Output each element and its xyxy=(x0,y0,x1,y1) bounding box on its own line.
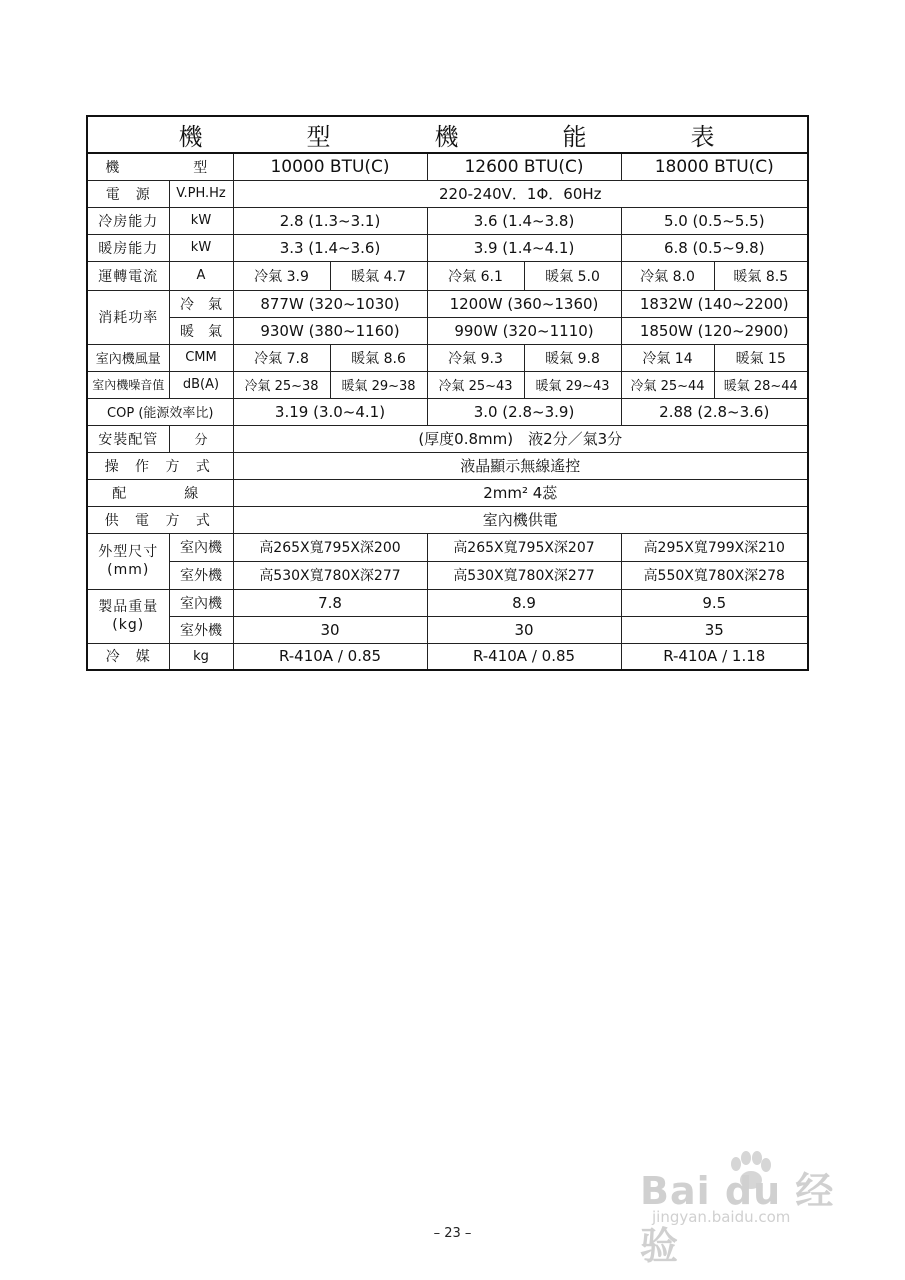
refrigerant-2: R-410A / 0.85 xyxy=(427,643,621,670)
indoor-noise-unit: dB(A) xyxy=(169,371,233,398)
weight-outdoor-3: 35 xyxy=(621,616,808,643)
operating-current-value: 冷氣 6.1 xyxy=(427,261,524,290)
refrigerant-label: 冷 媒 xyxy=(87,643,169,670)
piping-unit: 分 xyxy=(169,425,233,452)
power-unit: V.PH.Hz xyxy=(169,180,233,207)
piping-value: (厚度0.8mm) 液2分／氣3分 xyxy=(233,425,808,452)
refrigerant-3: R-410A / 1.18 xyxy=(621,643,808,670)
heating-capacity-label: 暖房能力 xyxy=(87,234,169,261)
piping-label: 安裝配管 xyxy=(87,425,169,452)
model-2: 12600 BTU(C) xyxy=(427,153,621,180)
indoor-airflow-value: 暖氣 8.6 xyxy=(330,344,427,371)
indoor-airflow-unit: CMM xyxy=(169,344,233,371)
cooling-capacity-label: 冷房能力 xyxy=(87,207,169,234)
indoor-noise-label: 室內機噪音值 xyxy=(87,371,169,398)
baidu-watermark xyxy=(640,1150,870,1268)
weight-unit-text: (kg) xyxy=(112,617,145,633)
cooling-capacity-2: 3.6 (1.4~3.8) xyxy=(427,207,621,234)
power-consumption-heat-1: 930W (380~1160) xyxy=(233,317,427,344)
power-consumption-heat-2: 990W (320~1110) xyxy=(427,317,621,344)
power-supply-label: 供 電 方 式 xyxy=(87,506,233,533)
operation-label: 操 作 方 式 xyxy=(87,452,233,479)
refrigerant-unit: kg xyxy=(169,643,233,670)
watermark-url: jingyan.baidu.com xyxy=(652,1208,791,1226)
heating-capacity-2: 3.9 (1.4~4.1) xyxy=(427,234,621,261)
operating-current-value: 冷氣 8.0 xyxy=(621,261,714,290)
dimensions-label xyxy=(87,533,169,589)
weight-outdoor-1: 30 xyxy=(233,616,427,643)
weight-indoor-label: 室內機 xyxy=(169,589,233,616)
indoor-noise-value: 冷氣 25~44 xyxy=(621,371,714,398)
cop-label: COP (能源效率比) xyxy=(87,398,233,425)
power-consumption-cool-2: 1200W (360~1360) xyxy=(427,290,621,317)
dimensions-outdoor-1: 高530X寬780X深277 xyxy=(233,561,427,589)
heating-capacity-3: 6.8 (0.5~9.8) xyxy=(621,234,808,261)
power-consumption-cool-1: 877W (320~1030) xyxy=(233,290,427,317)
power-consumption-label: 消耗功率 xyxy=(87,290,169,344)
dimensions-indoor-3: 高295X寬799X深210 xyxy=(621,533,808,561)
weight-indoor-2: 8.9 xyxy=(427,589,621,616)
dimensions-outdoor-2: 高530X寬780X深277 xyxy=(427,561,621,589)
dimensions-indoor-label: 室內機 xyxy=(169,533,233,561)
dimensions-outdoor-label: 室外機 xyxy=(169,561,233,589)
cooling-capacity-1: 2.8 (1.3~3.1) xyxy=(233,207,427,234)
power-consumption-cool-3: 1832W (140~2200) xyxy=(621,290,808,317)
dimensions-unit-text: (mm) xyxy=(107,562,150,578)
power-consumption-heat-label: 暖 氣 xyxy=(169,317,233,344)
table-title: 機 型 機 能 表 xyxy=(87,116,808,153)
indoor-noise-value: 暖氣 29~38 xyxy=(330,371,427,398)
operating-current-value: 暖氣 5.0 xyxy=(524,261,621,290)
dimensions-outdoor-3: 高550X寬780X深278 xyxy=(621,561,808,589)
cop-3: 2.88 (2.8~3.6) xyxy=(621,398,808,425)
power-value: 220-240V．1Φ．60Hz xyxy=(233,180,808,207)
indoor-airflow-value: 冷氣 7.8 xyxy=(233,344,330,371)
model-1: 10000 BTU(C) xyxy=(233,153,427,180)
dimensions-indoor-1: 高265X寬795X深200 xyxy=(233,533,427,561)
weight-indoor-1: 7.8 xyxy=(233,589,427,616)
indoor-airflow-value: 冷氣 14 xyxy=(621,344,714,371)
operating-current-value: 冷氣 3.9 xyxy=(233,261,330,290)
indoor-airflow-label: 室內機風量 xyxy=(87,344,169,371)
indoor-airflow-value: 暖氣 9.8 xyxy=(524,344,621,371)
refrigerant-1: R-410A / 0.85 xyxy=(233,643,427,670)
cop-2: 3.0 (2.8~3.9) xyxy=(427,398,621,425)
heating-capacity-unit: kW xyxy=(169,234,233,261)
heating-capacity-1: 3.3 (1.4~3.6) xyxy=(233,234,427,261)
indoor-noise-value: 冷氣 25~43 xyxy=(427,371,524,398)
weight-outdoor-label: 室外機 xyxy=(169,616,233,643)
power-consumption-heat-3: 1850W (120~2900) xyxy=(621,317,808,344)
spec-table xyxy=(86,115,809,671)
cooling-capacity-unit: kW xyxy=(169,207,233,234)
dimensions-label-text: 外型尺寸 xyxy=(98,544,159,560)
indoor-noise-value: 暖氣 29~43 xyxy=(524,371,621,398)
weight-outdoor-2: 30 xyxy=(427,616,621,643)
weight-label-text: 製品重量 xyxy=(98,599,159,615)
page-number: – 23 – xyxy=(433,1226,472,1241)
operating-current-value: 暖氣 8.5 xyxy=(714,261,808,290)
model-3: 18000 BTU(C) xyxy=(621,153,808,180)
power-consumption-cool-label: 冷 氣 xyxy=(169,290,233,317)
cop-1: 3.19 (3.0~4.1) xyxy=(233,398,427,425)
operating-current-unit: A xyxy=(169,261,233,290)
model-header-label: 機 型 xyxy=(87,153,233,180)
operating-current-label: 運轉電流 xyxy=(87,261,169,290)
weight-indoor-3: 9.5 xyxy=(621,589,808,616)
indoor-airflow-value: 冷氣 9.3 xyxy=(427,344,524,371)
wiring-label: 配 線 xyxy=(87,479,233,506)
weight-label xyxy=(87,589,169,643)
indoor-airflow-value: 暖氣 15 xyxy=(714,344,808,371)
wiring-value: 2mm² 4蕊 xyxy=(233,479,808,506)
operating-current-value: 暖氣 4.7 xyxy=(330,261,427,290)
indoor-noise-value: 暖氣 28~44 xyxy=(714,371,808,398)
operation-value: 液晶顯示無線遙控 xyxy=(233,452,808,479)
power-label: 電 源 xyxy=(87,180,169,207)
watermark-brand: Bai du 经验 xyxy=(640,1169,835,1268)
power-supply-value: 室內機供電 xyxy=(233,506,808,533)
dimensions-indoor-2: 高265X寬795X深207 xyxy=(427,533,621,561)
cooling-capacity-3: 5.0 (0.5~5.5) xyxy=(621,207,808,234)
indoor-noise-value: 冷氣 25~38 xyxy=(233,371,330,398)
